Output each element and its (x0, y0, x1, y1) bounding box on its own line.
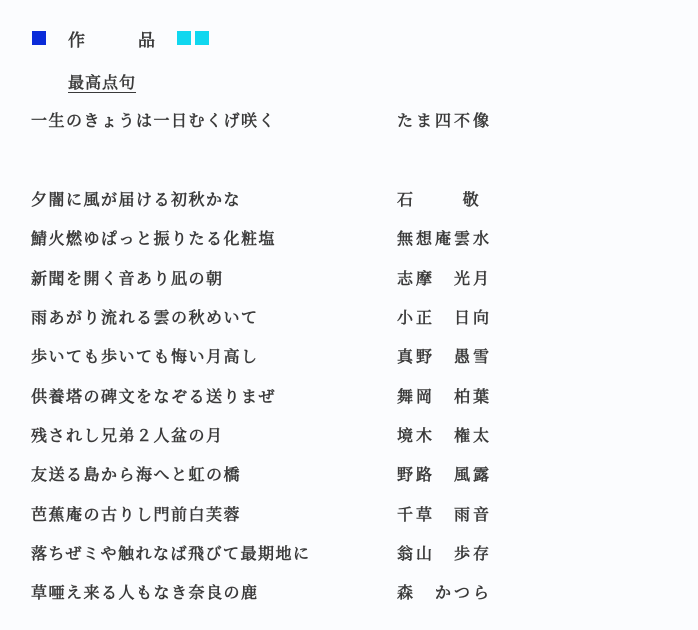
haiku-text: 一生のきょうは一日むくげ咲く (31, 111, 277, 130)
haiku-text: 歩いても歩いても悔い月高し (31, 347, 259, 366)
haiku-author: 無想庵雲水 (397, 229, 493, 248)
haiku-author: たま四不像 (397, 111, 493, 130)
haiku-author: 小正 日向 (397, 308, 493, 327)
haiku-text: 友送る島から海へと虹の橋 (31, 465, 242, 484)
haiku-row (31, 266, 501, 288)
blue-square-icon (32, 31, 46, 45)
haiku-row (31, 423, 501, 445)
haiku-author: 真野 愚雪 (397, 347, 493, 366)
haiku-row (31, 502, 501, 524)
haiku-author: 森 かつら (397, 583, 493, 602)
haiku-row (31, 384, 501, 406)
haiku-author: 千草 雨音 (397, 505, 493, 524)
haiku-text: 供養塔の碑文をなぞる送りまぜ (31, 387, 277, 406)
haiku-author: 野路 風露 (397, 465, 493, 484)
haiku-row (31, 462, 501, 484)
haiku-row (31, 344, 501, 366)
haiku-row (31, 580, 501, 602)
haiku-text: 雨あがり流れる雲の秋めいて (31, 308, 259, 327)
haiku-author: 舞岡 柏葉 (397, 387, 493, 406)
cyan-square-icon (177, 31, 191, 45)
haiku-row (31, 187, 501, 209)
haiku-row-best (31, 108, 501, 130)
haiku-row (31, 226, 501, 248)
cyan-square-icon (195, 31, 209, 45)
haiku-author: 翁山 歩存 (397, 544, 493, 563)
haiku-text: 落ちぜミや触れなば飛びて最期地に (31, 544, 311, 563)
haiku-author: 石 敬 (397, 190, 482, 209)
haiku-text: 残されし兄弟２人盆の月 (31, 426, 224, 445)
haiku-text: 鯖火燃ゆぱっと振りたる化粧塩 (31, 229, 277, 248)
haiku-text: 芭蕉庵の古りし門前白芙蓉 (31, 505, 242, 524)
haiku-author: 境木 権太 (397, 426, 493, 445)
haiku-author: 志摩 光月 (397, 269, 493, 288)
haiku-text: 新聞を開く音あり凪の朝 (31, 269, 224, 288)
section-header (32, 28, 209, 51)
haiku-row (31, 305, 501, 327)
cyan-squares (177, 31, 209, 45)
haiku-row (31, 541, 501, 563)
page-title: 作 品 (68, 30, 173, 51)
best-haiku-label: 最高点句 (68, 73, 137, 92)
haiku-text: 夕闇に風が届ける初秋かな (31, 190, 242, 209)
haiku-text: 草唖え来る人もなき奈良の鹿 (31, 583, 259, 602)
